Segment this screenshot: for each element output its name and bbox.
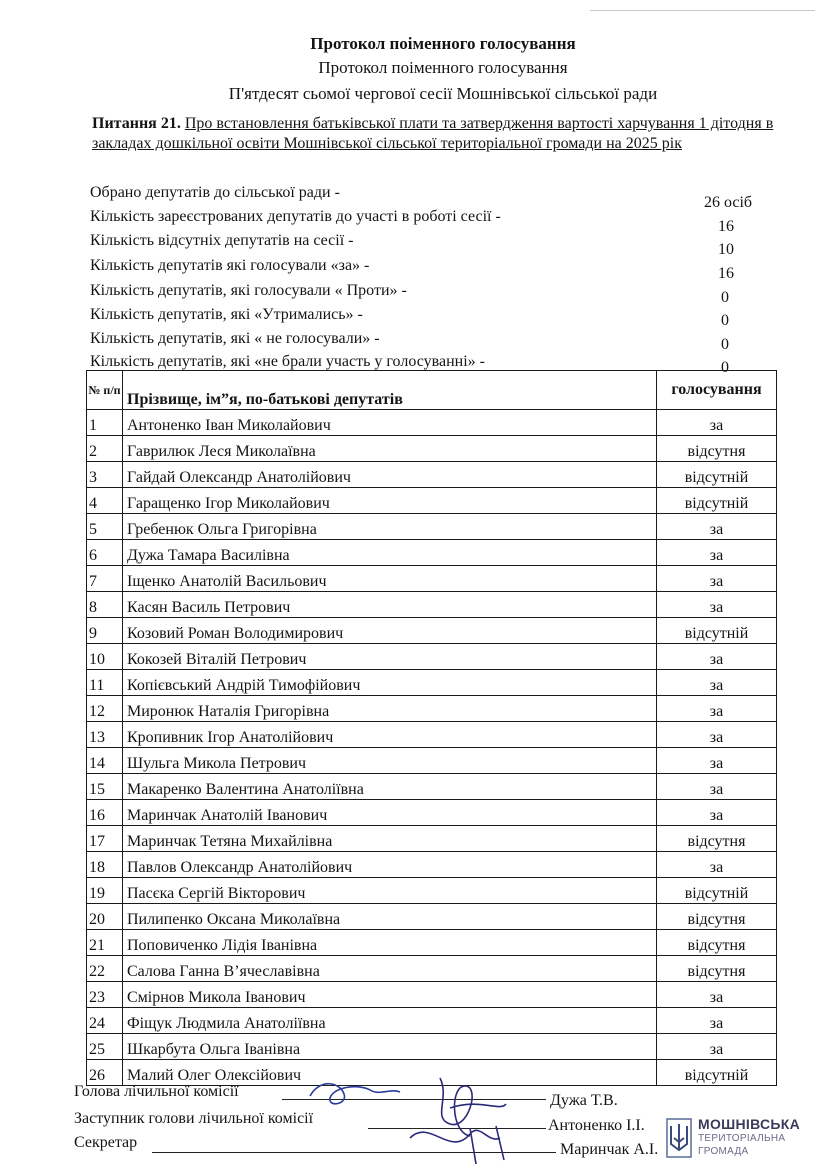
deputy-name: Гайдай Олександр Анатолійович	[123, 462, 657, 488]
table-row	[87, 904, 777, 930]
row-number: 16	[87, 800, 123, 826]
deputy-name: Миронюк Наталія Григорівна	[123, 696, 657, 722]
vote-result: за	[657, 1034, 777, 1060]
table-row	[87, 748, 777, 774]
deputy-name: Макаренко Валентина Анатоліївна	[123, 774, 657, 800]
signature-name-deputy: Антоненко І.І.	[548, 1117, 645, 1134]
table-row	[87, 982, 777, 1008]
logo-line-3: ГРОМАДА	[698, 1146, 749, 1157]
stat-value-abstained: 0	[721, 312, 729, 329]
vote-result: за	[657, 644, 777, 670]
logo-line-1: МОШНІВСЬКА	[698, 1116, 801, 1132]
signature-role-deputy: Заступник голови лічильної комісії	[74, 1110, 314, 1127]
stat-value-for: 16	[718, 265, 734, 282]
vote-result: за	[657, 982, 777, 1008]
deputy-name: Смірнов Микола Іванович	[123, 982, 657, 1008]
row-number: 10	[87, 644, 123, 670]
table-row	[87, 488, 777, 514]
vote-result: за	[657, 410, 777, 436]
vote-result: за	[657, 540, 777, 566]
vote-result: за	[657, 1008, 777, 1034]
table-row	[87, 852, 777, 878]
row-number: 13	[87, 722, 123, 748]
stat-value-not-participated: 0	[721, 359, 729, 376]
table-row	[87, 722, 777, 748]
stat-label-abstained: Кількість депутатів, які «Утримались» -	[90, 306, 363, 323]
question-number: Питання 21.	[92, 115, 181, 132]
table-row	[87, 462, 777, 488]
signature-name-chair: Дужа Т.В.	[550, 1092, 618, 1109]
row-number: 26	[87, 1060, 123, 1086]
vote-result: відсутня	[657, 904, 777, 930]
row-number: 12	[87, 696, 123, 722]
signature-role-secretary: Секретар	[74, 1134, 138, 1151]
stat-label-absent: Кількість відсутніх депутатів на сесії -	[90, 232, 354, 249]
table-row	[87, 930, 777, 956]
table-row	[87, 826, 777, 852]
row-number: 15	[87, 774, 123, 800]
vote-result: відсутній	[657, 878, 777, 904]
vote-result: за	[657, 748, 777, 774]
stat-value-elected: 26 осіб	[703, 194, 753, 211]
deputy-name: Копієвський Андрій Тимофійович	[123, 670, 657, 696]
deputy-name: Гаврилюк Леся Миколаївна	[123, 436, 657, 462]
table-row	[87, 514, 777, 540]
question-text: Про встановлення батьківської плати та затвердження вартості харчування 1 дітодня в закладах дошкільної освіти Мошнівської сільської територіальної громади на 2025 рік	[92, 115, 774, 152]
stat-value-absent: 10	[718, 241, 734, 258]
agenda-question	[92, 114, 792, 154]
row-number: 18	[87, 852, 123, 878]
stat-label-registered: Кількість зареєстрованих депутатів до участі в роботі сесії -	[90, 208, 501, 225]
deputy-name: Кокозей Віталій Петрович	[123, 644, 657, 670]
row-number: 5	[87, 514, 123, 540]
row-number: 24	[87, 1008, 123, 1034]
deputy-name: Поповиченко Лідія Іванівна	[123, 930, 657, 956]
vote-result: відсутня	[657, 436, 777, 462]
table-row	[87, 956, 777, 982]
row-number: 19	[87, 878, 123, 904]
scan-top-edge-line	[590, 10, 815, 11]
vote-result: за	[657, 852, 777, 878]
vote-result: відсутня	[657, 930, 777, 956]
deputy-name: Маринчак Тетяна Михайлівна	[123, 826, 657, 852]
vote-result: відсутній	[657, 1060, 777, 1086]
signature-name-secretary: Маринчак А.І.	[560, 1141, 659, 1158]
stat-label-for: Кількість депутатів які голосували «за» -	[90, 257, 370, 274]
vote-result: відсутня	[657, 826, 777, 852]
session-title: П'ятдесят сьомої чергової сесії Мошнівської сільської ради	[228, 84, 658, 103]
deputy-name: Шкарбута Ольга Іванівна	[123, 1034, 657, 1060]
row-number: 11	[87, 670, 123, 696]
vote-result: за	[657, 592, 777, 618]
vote-result: відсутній	[657, 462, 777, 488]
table-row	[87, 800, 777, 826]
deputy-name: Іщенко Анатолій Васильович	[123, 566, 657, 592]
signature-role-chair: Голова лічильної комісії	[74, 1083, 239, 1100]
table-row	[87, 618, 777, 644]
table-row	[87, 670, 777, 696]
row-number: 6	[87, 540, 123, 566]
stat-label-not-participated: Кількість депутатів, які «не брали участь у голосуванні» -	[90, 353, 485, 370]
vote-result: за	[657, 514, 777, 540]
vote-result: за	[657, 774, 777, 800]
deputy-name: Малий Олег Олексійович	[123, 1060, 657, 1086]
table-row	[87, 1034, 777, 1060]
column-header-vote: голосування	[657, 371, 777, 410]
trident-emblem-icon	[666, 1118, 692, 1158]
document-title-bold: Протокол поіменного голосування	[310, 34, 576, 53]
vote-result: за	[657, 670, 777, 696]
vote-result: за	[657, 566, 777, 592]
row-number: 7	[87, 566, 123, 592]
row-number: 8	[87, 592, 123, 618]
logo-line-2: ТЕРИТОРІАЛЬНА	[698, 1133, 786, 1144]
row-number: 17	[87, 826, 123, 852]
vote-result: відсутня	[657, 956, 777, 982]
row-number: 2	[87, 436, 123, 462]
table-row	[87, 436, 777, 462]
table-row	[87, 696, 777, 722]
row-number: 21	[87, 930, 123, 956]
row-number: 1	[87, 410, 123, 436]
deputy-name: Маринчак Анатолій Іванович	[123, 800, 657, 826]
vote-result: відсутній	[657, 618, 777, 644]
row-number: 22	[87, 956, 123, 982]
vote-result: відсутній	[657, 488, 777, 514]
table-row	[87, 592, 777, 618]
deputy-name: Пасєка Сергій Вікторович	[123, 878, 657, 904]
row-number: 14	[87, 748, 123, 774]
deputy-name: Павлов Олександр Анатолійович	[123, 852, 657, 878]
deputy-name: Антоненко Іван Миколайович	[123, 410, 657, 436]
row-number: 3	[87, 462, 123, 488]
deputy-name: Кропивник Ігор Анатолійович	[123, 722, 657, 748]
vote-result: за	[657, 800, 777, 826]
stat-label-not-voted: Кількість депутатів, які « не голосували» -	[90, 330, 380, 347]
deputy-name: Касян Василь Петрович	[123, 592, 657, 618]
table-row	[87, 1008, 777, 1034]
table-row	[87, 566, 777, 592]
table-header-row	[87, 371, 777, 410]
deputy-name: Пилипенко Оксана Миколаївна	[123, 904, 657, 930]
deputy-name: Дужа Тамара Василівна	[123, 540, 657, 566]
row-number: 4	[87, 488, 123, 514]
roll-call-table	[86, 370, 777, 1086]
stat-value-against: 0	[721, 289, 729, 306]
stat-value-not-voted: 0	[721, 336, 729, 353]
vote-result: за	[657, 696, 777, 722]
column-header-name: Прізвище, ім”я, по-батькові депутатів	[123, 371, 657, 410]
handwritten-signatures	[300, 1068, 560, 1168]
table-row	[87, 644, 777, 670]
vote-result: за	[657, 722, 777, 748]
row-number: 20	[87, 904, 123, 930]
deputy-name: Фіщук Людмила Анатоліївна	[123, 1008, 657, 1034]
row-number: 23	[87, 982, 123, 1008]
community-logo	[666, 1116, 816, 1162]
table-row	[87, 878, 777, 904]
document-title: Протокол поіменного голосування	[318, 58, 568, 77]
stat-label-against: Кількість депутатів, які голосували « Проти» -	[90, 282, 407, 299]
table-row	[87, 540, 777, 566]
row-number: 25	[87, 1034, 123, 1060]
column-header-number: № п/п	[87, 371, 123, 410]
deputy-name: Салова Ганна В’ячеславівна	[123, 956, 657, 982]
deputy-name: Гаращенко Ігор Миколайович	[123, 488, 657, 514]
deputy-name: Шульга Микола Петрович	[123, 748, 657, 774]
deputy-name: Гребенюк Ольга Григорівна	[123, 514, 657, 540]
deputy-name: Козовий Роман Володимирович	[123, 618, 657, 644]
table-row	[87, 410, 777, 436]
stat-label-elected: Обрано депутатів до сільської ради -	[90, 184, 340, 201]
row-number: 9	[87, 618, 123, 644]
table-row	[87, 774, 777, 800]
stat-value-registered: 16	[718, 218, 734, 235]
